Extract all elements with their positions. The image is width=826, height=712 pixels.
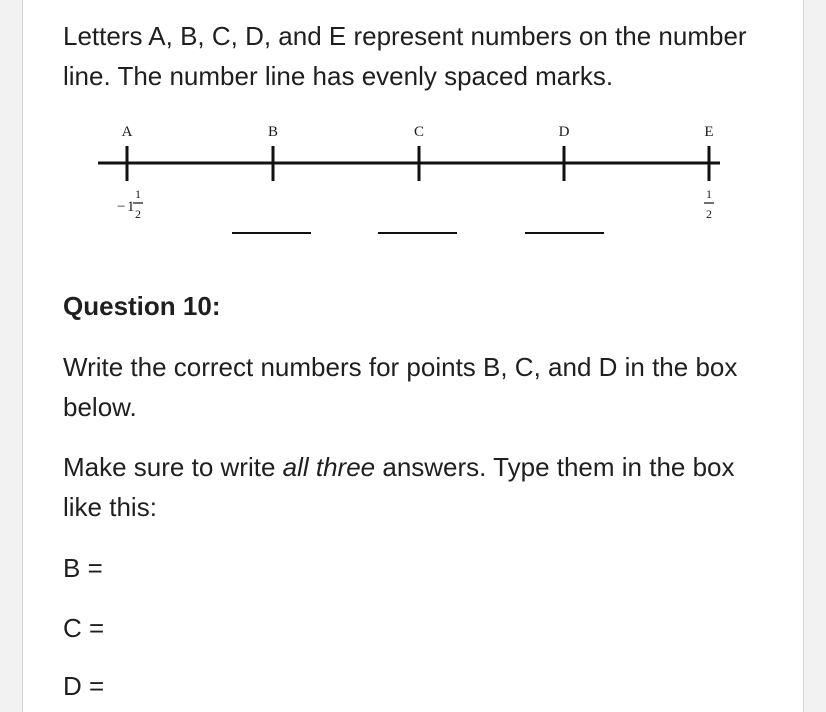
answer-template-b: B = [63, 553, 103, 583]
number-line-figure [23, 0, 805, 260]
point-label-a: A [121, 124, 133, 140]
left-value-numerator: 1 [135, 187, 141, 201]
point-label-e: E [704, 124, 714, 140]
question-heading: Question 10: [63, 291, 221, 321]
point-label-c: C [413, 124, 425, 140]
instruction-text: Write the correct numbers for points B, C, and D in the box below. [63, 352, 738, 422]
left-value-denominator: 2 [135, 207, 141, 221]
point-label-b: B [267, 124, 279, 140]
format-instruction [63, 447, 763, 527]
left-value-sign: − [117, 199, 126, 215]
question-card [22, 0, 804, 712]
answer-template-d: D = [63, 671, 105, 701]
format-text-after: answers. Type them in the box like this: [63, 452, 735, 522]
point-label-d: D [558, 124, 570, 140]
left-value-whole: 1 [127, 199, 135, 215]
format-text-emphasis: all three [282, 452, 376, 482]
format-text-before: Make sure to write [63, 452, 283, 482]
answer-template-c: C = [63, 613, 105, 643]
right-value-numerator: 1 [706, 187, 712, 201]
right-value-denominator: 2 [706, 207, 712, 221]
intro-text: Letters A, B, C, D, and E represent numbers on the number line. The number line has evenly spaced marks. [63, 21, 747, 91]
